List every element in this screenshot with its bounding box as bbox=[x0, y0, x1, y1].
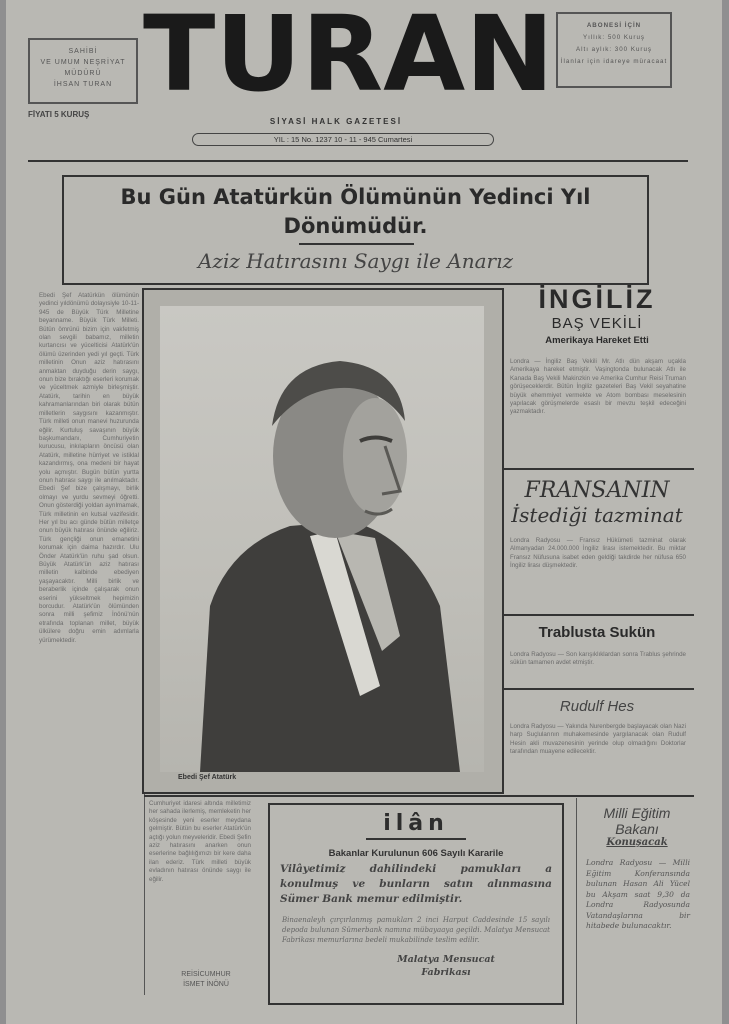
divider bbox=[502, 688, 694, 690]
fransa-article bbox=[502, 472, 692, 571]
trablus-article bbox=[502, 618, 692, 668]
subscription-line: Yıllık: 500 Kuruş bbox=[582, 34, 646, 41]
masthead-subtitle: SİYASİ HALK GAZETESİ bbox=[269, 117, 403, 126]
egitim-title2: Bakanı bbox=[615, 821, 659, 837]
owner-line: VE UMUM NEŞRİYAT bbox=[40, 59, 126, 66]
ingiliz-title: İNGİLİZ bbox=[538, 284, 656, 314]
ilan-box bbox=[268, 803, 564, 1005]
column-rule bbox=[576, 798, 577, 1024]
owner-line: İHSAN TURAN bbox=[53, 81, 113, 88]
trablus-body: Londra Radyosu — Son karışıklıklardan sonra Trablus şehrinde sükün tamamen avdet etmiştir. bbox=[510, 651, 686, 667]
subscription-box bbox=[556, 12, 672, 88]
egitim-article bbox=[578, 805, 696, 932]
headline-underline bbox=[299, 243, 414, 245]
lead-headline: Bu Gün Atatürkün Ölümünün Yedinci Yıl Dönümüdür. bbox=[120, 185, 591, 238]
divider bbox=[28, 160, 688, 162]
trablus-title: Trablusta Sukün bbox=[538, 624, 656, 641]
masthead-title: TURAN bbox=[142, 0, 555, 115]
hes-title: Rudulf Hes bbox=[559, 698, 635, 715]
ilan-underline bbox=[366, 838, 466, 840]
issue-line: YIL : 15 No. 1237 10 - 11 - 945 Cumartesi bbox=[192, 133, 494, 146]
lead-subheadline: Aziz Hatırasını Saygı ile Anarız bbox=[197, 249, 514, 273]
portrait-image bbox=[160, 306, 484, 772]
divider bbox=[502, 614, 694, 616]
fransa-body: Londra Radyosu — Fransız Hükümeti tazminat olarak Almanyadan 24.000.000 İngiliz lirası istemektedir. Bu miktar Fransız Nüfusuna isabet eden geldiği takdirde her nüfusa 650 İngiliz lirası düşmektedir. bbox=[510, 537, 686, 570]
left-column-continuation: Cumhuriyet idaresi altında milletimiz her sahada ilerlemiş, memleketin her köşesinde yeni eserler meydana gelmiştir. Bütün bu eserler Atatürk'ün açtığı yolun meyveleridir. Ebedi Şefin aziz hatırasını anarken onun eserlerine bağlılığımızı bir kere daha ilan ederiz. Türk milleti büyük evladının hatırası önünde saygı ile eğilir. bbox=[149, 800, 251, 883]
divider bbox=[502, 468, 694, 470]
ilan-signature bbox=[270, 953, 562, 979]
photo-frame bbox=[142, 288, 504, 794]
signature-line: REİSİCUMHUR bbox=[181, 971, 231, 978]
newspaper-page bbox=[6, 0, 722, 1024]
ilan-signature-line: Fabrikası bbox=[421, 967, 471, 978]
price-label: FİYATI 5 KURUŞ bbox=[28, 110, 90, 119]
ingiliz-line2: BAŞ VEKİLİ bbox=[551, 315, 643, 332]
subscription-line: Altı aylık: 300 Kuruş bbox=[575, 46, 653, 53]
fransa-title: FRANSANIN bbox=[524, 478, 670, 503]
ingiliz-body: Londra — İngiliz Baş Vekili Mr. Atlı dün akşam uçakla Amerikaya hareket etmiştir. Vaşingtonda bulunacak Atlı ile Kanada Baş Vekili Makinzkin ve Amerika Cumhur Reisi Truman görüşeceklerdir. Bütün İngiliz gazeteleri Baş Vekil seyahatine büyük ehemmiyet vermekte ve Atom bombası meselesinin yapılacak görüşmelerde esaslı bir mevzu teşkil edeceğini yazmaktadır. bbox=[510, 358, 686, 416]
photo-caption: Ebedi Şef Atatürk bbox=[178, 774, 237, 781]
ingiliz-line3: Amerikaya Hareket Etti bbox=[545, 335, 649, 346]
divider bbox=[144, 795, 694, 797]
subscription-line: İlanlar için idareye müracaat bbox=[560, 58, 668, 65]
egitim-title1: Milli Eğitim bbox=[603, 805, 671, 821]
ilan-heading: Bakanlar Kurulunun 606 Sayılı Kararile bbox=[328, 848, 504, 859]
owner-line: MÜDÜRÜ bbox=[64, 70, 102, 77]
egitim-body: Londra Radyosu — Milli Eğitim Konferansında bulunan Hasan Ali Yücel bu Akşam saat 9,30 da Londra Radyosunda Vatandaşlarına bir hitabede bulunacaktır. bbox=[586, 858, 690, 930]
fransa-subtitle: İstediği tazminat bbox=[511, 503, 683, 527]
subscription-line: ABONESİ İÇİN bbox=[586, 22, 642, 29]
ilan-title: ilân bbox=[383, 811, 449, 836]
ilan-body: Binaenaleyh çırçırlanmış pamukları 2 inci Harput Caddesinde 15 sayılı depoda bulunan Sümerbank namına mübayaaya geçildi. Malatya Mensucat Fabrikası memurlarına bedeli mukabilinde teslim edilir. bbox=[282, 916, 550, 944]
egitim-title3: Konuşacak bbox=[606, 837, 668, 848]
signature-block bbox=[156, 970, 256, 990]
lead-headline-box bbox=[62, 175, 649, 285]
owner-line: SAHİBİ bbox=[68, 48, 98, 55]
signature-line: İSMET İNÖNÜ bbox=[183, 981, 229, 988]
ilan-signature-line: Malatya Mensucat bbox=[397, 954, 495, 965]
owner-box bbox=[28, 38, 138, 104]
hes-article bbox=[502, 692, 692, 757]
left-column-text: Ebedi Şef Atatürkün ölümünün yedinci yıldönümü dolayısiyle 10-11-945 de Büyük Türk Milletine beyanname. Büyük Türk Milleti. Bütün ömrünü bizim için vakfetmiş olan sevgili babamız, milletin kurtarıcısı ve yücelticisi Atatürk'ün ölümü üzerinden yedi yıl geçti. Türk milletinin Onun aziz hatırasını anmaktan duyduğu derin saygı, onun bize bıraktığı eserleri korumak ve yüceltmek azmiyle birleşmiştir. Atatürk, tarihin en büyük kahramanlarından biri olarak bütün milletlerin saygısını kazanmıştır. Türk milleti onun manevi huzurunda eğilir. Kurtuluş savaşının büyük başkumandanı, Cumhuriyetin kurucusu, inkılapların öncüsü olan Atatürk, milletine hürriyet ve istiklal kazandırmış, ona medeni bir hayat yolu açmıştır. Bugün bütün yurtta onun hatırası saygı ile anılmaktadır. Ebedi Şef bize çalışmayı, birlik olmayı ve yurdu sevmeyi öğretti. Onun gösterdiği yoldan ayrılmamak, Türk milletinin en kutsal vazifesidir. Her yıl bu acı günde bütün milletçe onun büyük hatırası önünde eğiliriz. Türk gençliği onun emanetini korumak için daima hazırdır. Ulu Önder Atatürk'ün ruhu şad olsun. Büyük Atatürk'ün aziz hatırası milletin kalbinde ebediyen yaşayacaktır. Milli birlik ve beraberlik içinde çalışarak onun eserini yükseltmek hepimizin borcudur. Atatürk'ün ölümünden sonra milli şefimiz İnönü'nün etrafında toplanan millet, büyük ülkülere doğru emin adımlarla yürümektedir. bbox=[39, 292, 139, 644]
ilan-italic: Vilâyetimiz dahilindeki pamukları a konulmuş ve bunların satın alınmasına Sümer Bank memur edilmiştir. bbox=[280, 863, 552, 905]
portrait-photo bbox=[160, 306, 484, 772]
hes-body: Londra Radyosu — Yakında Nurenbergde başlayacak olan Nazi harp Suçlularının muhakemesinde yargılanacak olan Rudulf Hesin akli muvazenesinin yerinde olup olmadığını Doktorlar tarafından muayene edilecektir. bbox=[510, 723, 686, 756]
